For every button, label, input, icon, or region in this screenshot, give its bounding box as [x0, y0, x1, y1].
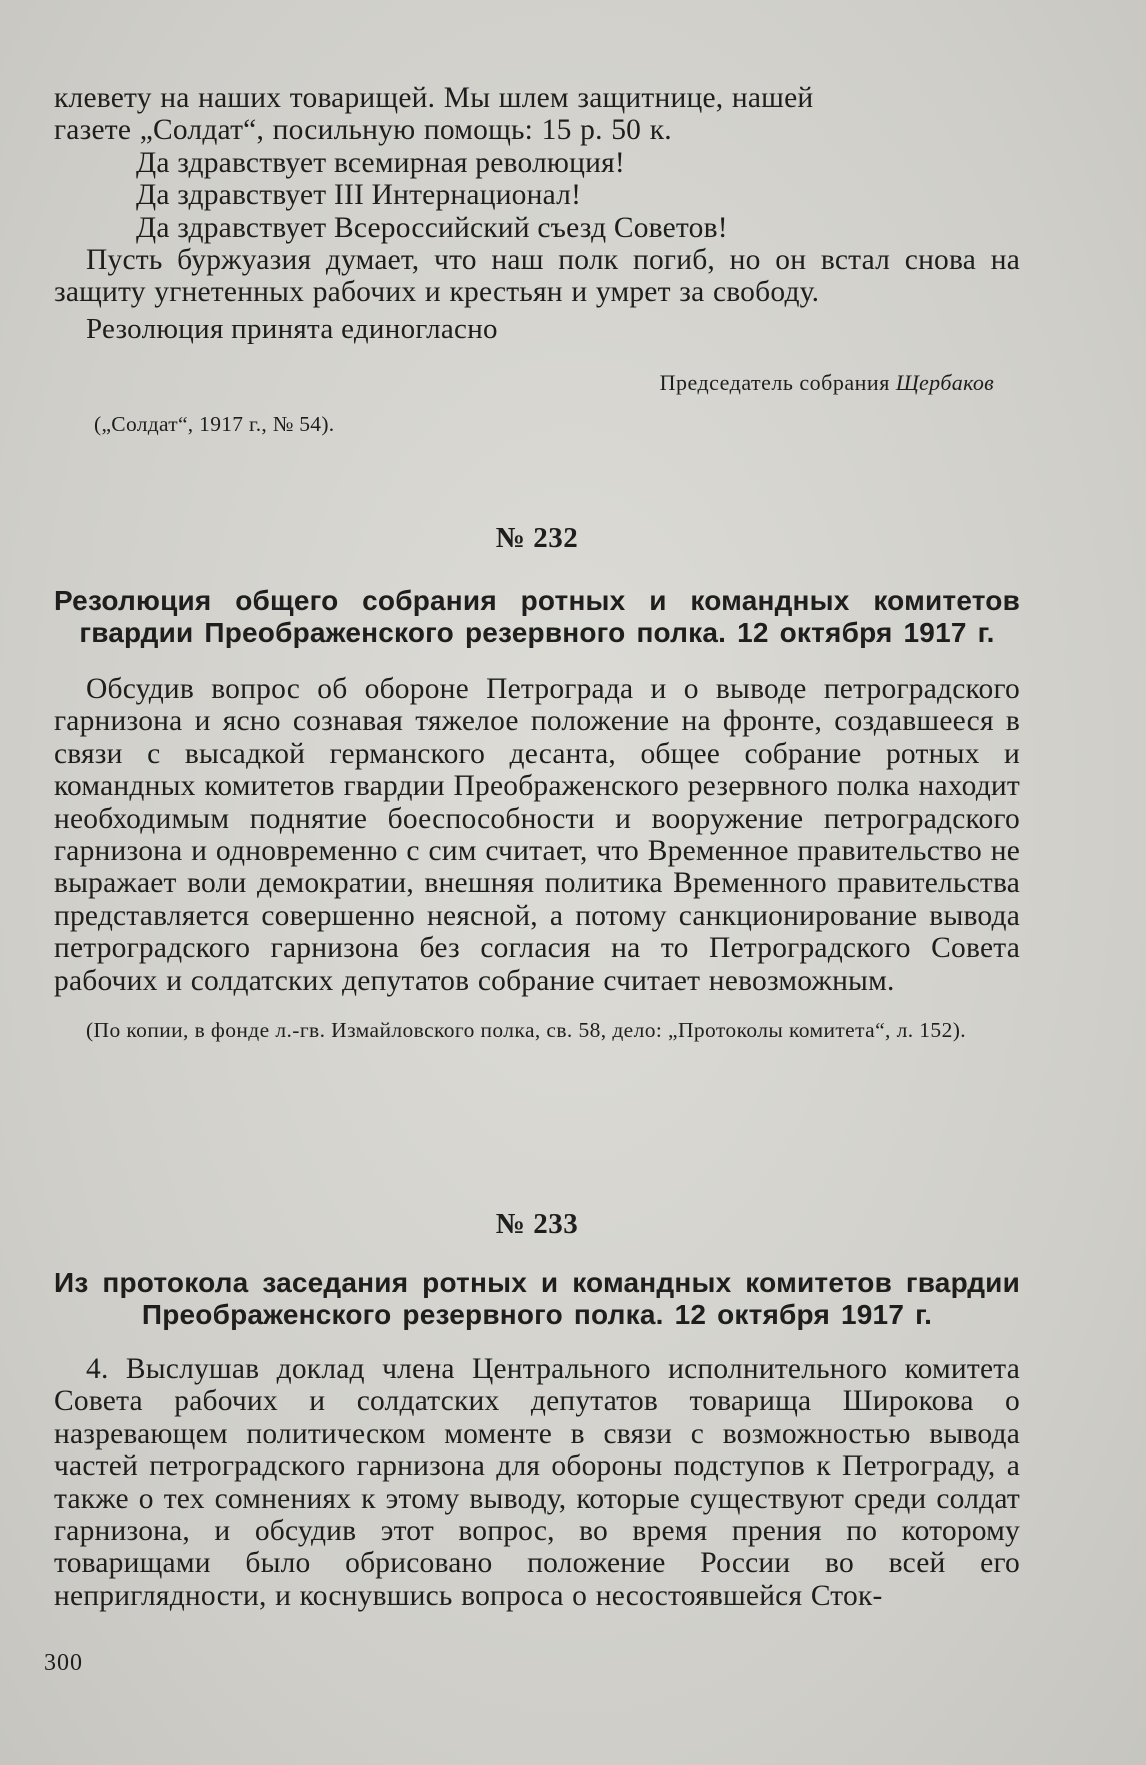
document-233: [54, 1208, 1020, 1612]
document-232: [54, 522, 1020, 1044]
source-note-232: (По копии, в фонде л.-гв. Измайловского полка, св. 58, дело: „Протоколы комитета“, л. 152).: [86, 1018, 967, 1043]
closing-paragraph: Пусть буржуазия думает, что наш полк погиб, но он встал снова на защиту угнетенных рабочих и крестьян и умрет за свободу.: [54, 244, 1020, 309]
document-title-232: Резолюция общего собрания ротных и командных комитетов гвардии Преображенского резервного полка. 12 октября 1917 г.: [54, 585, 1020, 648]
source-note-soldat: („Солдат“, 1917 г., № 54).: [94, 411, 335, 436]
document-number-232: № 232: [495, 522, 579, 554]
document-body-233: 4. Выслушав доклад члена Центрального исполнительного комитета Совета рабочих и солдатских депутатов товарища Широкова о назревающем политическом моменте в связи с возможностью вывода частей петроградского гарнизона для обороны подступов к Петрограду, а также о тех сомнениях к этому выводу, которые существуют среди солдат гарнизона, и обсудив этот вопрос, во время прения по которому товарищами было обрисовано положение России во всей его неприглядности, и коснувшись вопроса о несостоявшейся Сток-: [54, 1353, 1020, 1612]
continued-text-block: [54, 82, 1020, 438]
document-body-232: Обсудив вопрос об обороне Петрограда и о выводе петроградского гарнизона и ясно сознавая тяжелое положение на фронте, создавшееся в связи с высадкой германского десанта, общее собрание ротных и командных комитетов гвардии Преображенского резервного полка находит необходимым поднятие боеспособности и вооружение петроградского гарнизона и одновременно с сим считает, что Временное правительство не выражает воли демократии, внешняя политика Временного правительства представляется совершенно неясной, а потому санкционирование вывода петроградского гарнизона без согласия на то Петроградского Совета рабочих и солдатских депутатов собрание считает невозможным.: [54, 673, 1020, 997]
page-number: 300: [44, 1650, 83, 1676]
document-title-233: Из протокола заседания ротных и командных комитетов гвардии Преображенского резервного полка. 12 октября 1917 г.: [54, 1267, 1020, 1330]
signature-title: Председатель собрания: [659, 369, 890, 395]
resolution-note: Резолюция принята единогласно: [86, 312, 498, 345]
continued-paragraph-line-2: газете „Солдат“, посильную помощь: 15 р. 50 к.: [54, 114, 672, 147]
signature-name: Щербаков: [895, 369, 994, 395]
document-number-233: № 233: [495, 1208, 579, 1240]
signature-line: [54, 370, 1020, 396]
slogan-1: Да здравствует всемирная революция!: [136, 146, 625, 179]
continued-paragraph-line-1: клевету на нaших товарищей. Мы шлем защитнице, нашей: [54, 82, 814, 114]
slogan-3: Да здравствует Всероссийский съезд Советов!: [136, 211, 728, 244]
slogan-2: Да здравствует III Интернационал!: [136, 179, 582, 212]
